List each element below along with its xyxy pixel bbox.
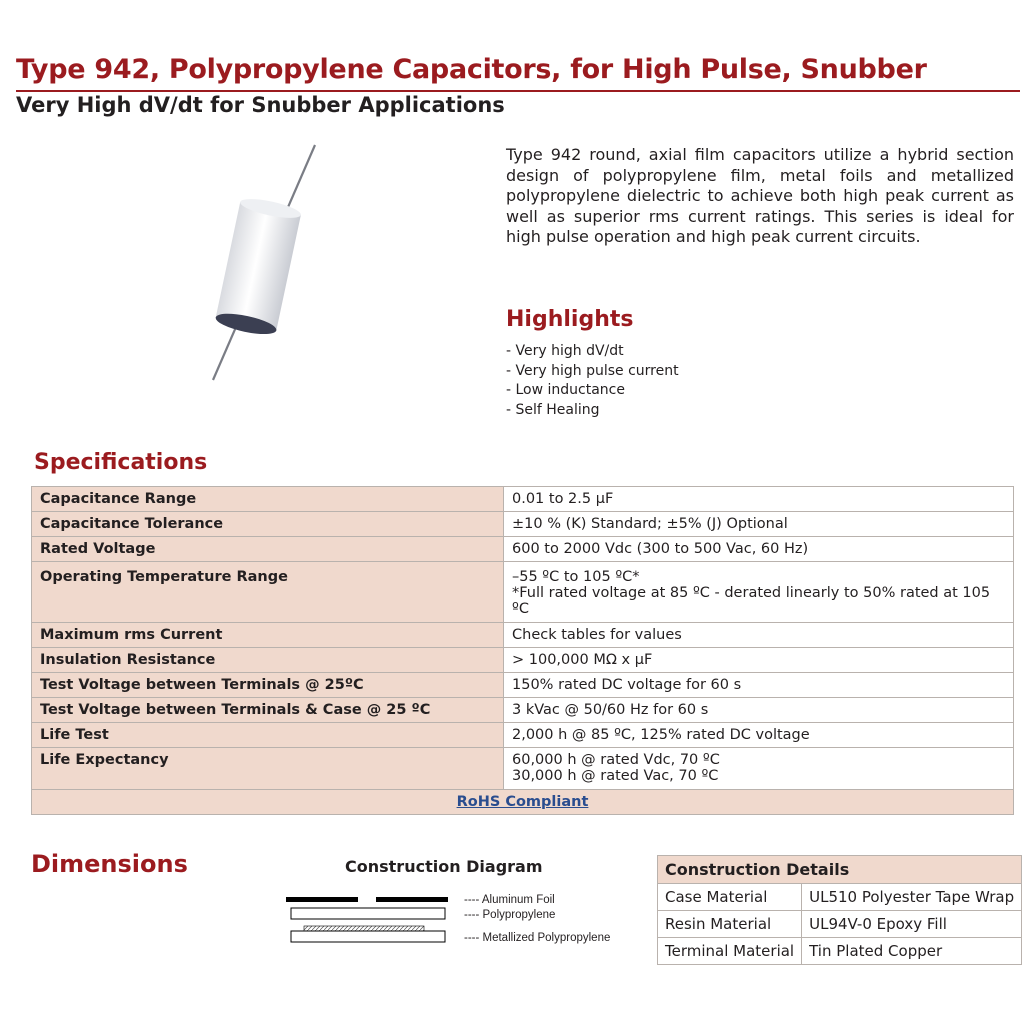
highlight-item: - Self Healing bbox=[506, 401, 600, 418]
highlight-item: - Low inductance bbox=[506, 382, 625, 398]
table-row bbox=[658, 911, 1022, 938]
spec-value: 150% rated DC voltage for 60 s bbox=[504, 673, 1014, 698]
spec-label: Maximum rms Current bbox=[32, 623, 504, 648]
detail-label: Case Material bbox=[658, 884, 802, 911]
detail-value: UL510 Polyester Tape Wrap bbox=[802, 884, 1022, 911]
spec-value: Check tables for values bbox=[504, 623, 1014, 648]
table-row bbox=[658, 856, 1022, 884]
highlights-list bbox=[506, 342, 679, 420]
spec-value: > 100,000 MΩ x µF bbox=[504, 648, 1014, 673]
metallized-polypropylene-layer bbox=[291, 931, 445, 942]
rohs-cell bbox=[32, 790, 1014, 815]
spec-label: Insulation Resistance bbox=[32, 648, 504, 673]
spec-label: Life Test bbox=[32, 723, 504, 748]
spec-value-line: 30,000 h @ rated Vac, 70 ºC bbox=[512, 768, 719, 784]
highlight-item: - Very high pulse current bbox=[506, 362, 679, 379]
spec-label: Capacitance Tolerance bbox=[32, 512, 504, 537]
spec-label: Test Voltage between Terminals @ 25ºC bbox=[32, 673, 504, 698]
table-row bbox=[32, 698, 1014, 723]
construction-diagram-title: Construction Diagram bbox=[345, 857, 543, 876]
table-row bbox=[658, 884, 1022, 911]
highlight-item: - Very high dV/dt bbox=[506, 343, 624, 359]
page-title: Type 942, Polypropylene Capacitors, for High Pulse, Snubber bbox=[16, 54, 927, 85]
spec-value-line: *Full rated voltage at 85 ºC - derated linearly to 50% rated at 105 ºC bbox=[512, 585, 991, 617]
spec-value: 2,000 h @ 85 ºC, 125% rated DC voltage bbox=[504, 723, 1014, 748]
metallized-layer-hatch bbox=[304, 926, 424, 931]
rohs-compliant-link[interactable]: RoHS Compliant bbox=[456, 794, 589, 810]
diagram-label: ---- Polypropylene bbox=[464, 909, 556, 921]
intro-paragraph: Type 942 round, axial film capacitors utilize a hybrid section design of polypropylene film, metal foils and metallized polypropylene dielectric to achieve both high peak current as well as superior rms current ratings. This series is ideal for high pulse operation and high peak current circuits. bbox=[506, 145, 1014, 246]
construction-diagram bbox=[284, 890, 644, 950]
spec-value bbox=[504, 562, 1014, 623]
table-row bbox=[32, 562, 1014, 623]
table-row bbox=[32, 487, 1014, 512]
polypropylene-layer bbox=[291, 908, 445, 919]
detail-value: UL94V-0 Epoxy Fill bbox=[802, 911, 1022, 938]
capacitor-image bbox=[195, 140, 330, 390]
spec-value: ±10 % (K) Standard; ±5% (J) Optional bbox=[504, 512, 1014, 537]
spec-label: Test Voltage between Terminals & Case @ 25 ºC bbox=[32, 698, 504, 723]
construction-details-title: Construction Details bbox=[658, 856, 1022, 884]
table-row bbox=[32, 723, 1014, 748]
spec-label: Life Expectancy bbox=[32, 748, 504, 790]
spec-value bbox=[504, 748, 1014, 790]
table-row bbox=[32, 673, 1014, 698]
table-row bbox=[32, 648, 1014, 673]
table-row bbox=[32, 512, 1014, 537]
table-row bbox=[32, 790, 1014, 815]
detail-label: Resin Material bbox=[658, 911, 802, 938]
specifications-table bbox=[31, 486, 1014, 815]
table-row bbox=[658, 938, 1022, 965]
specifications-heading: Specifications bbox=[34, 450, 208, 475]
spec-label: Capacitance Range bbox=[32, 487, 504, 512]
table-row bbox=[32, 623, 1014, 648]
detail-label: Terminal Material bbox=[658, 938, 802, 965]
spec-label: Rated Voltage bbox=[32, 537, 504, 562]
detail-value: Tin Plated Copper bbox=[802, 938, 1022, 965]
dimensions-heading: Dimensions bbox=[31, 850, 188, 878]
table-row bbox=[32, 748, 1014, 790]
spec-value: 3 kVac @ 50/60 Hz for 60 s bbox=[504, 698, 1014, 723]
aluminum-foil-right bbox=[376, 897, 448, 902]
construction-details-table bbox=[657, 855, 1022, 965]
spec-label: Operating Temperature Range bbox=[32, 562, 504, 623]
spec-value-line: –55 ºC to 105 ºC* bbox=[512, 569, 640, 585]
diagram-label: ---- Metallized Polypropylene bbox=[464, 932, 611, 944]
diagram-label: ---- Aluminum Foil bbox=[464, 894, 555, 906]
spec-value: 600 to 2000 Vdc (300 to 500 Vac, 60 Hz) bbox=[504, 537, 1014, 562]
table-row bbox=[32, 537, 1014, 562]
aluminum-foil-left bbox=[286, 897, 358, 902]
title-divider bbox=[16, 90, 1020, 92]
spec-value: 0.01 to 2.5 µF bbox=[504, 487, 1014, 512]
page-subtitle: Very High dV/dt for Snubber Applications bbox=[16, 93, 505, 117]
highlights-heading: Highlights bbox=[506, 307, 634, 332]
spec-value-line: 60,000 h @ rated Vdc, 70 ºC bbox=[512, 752, 720, 768]
